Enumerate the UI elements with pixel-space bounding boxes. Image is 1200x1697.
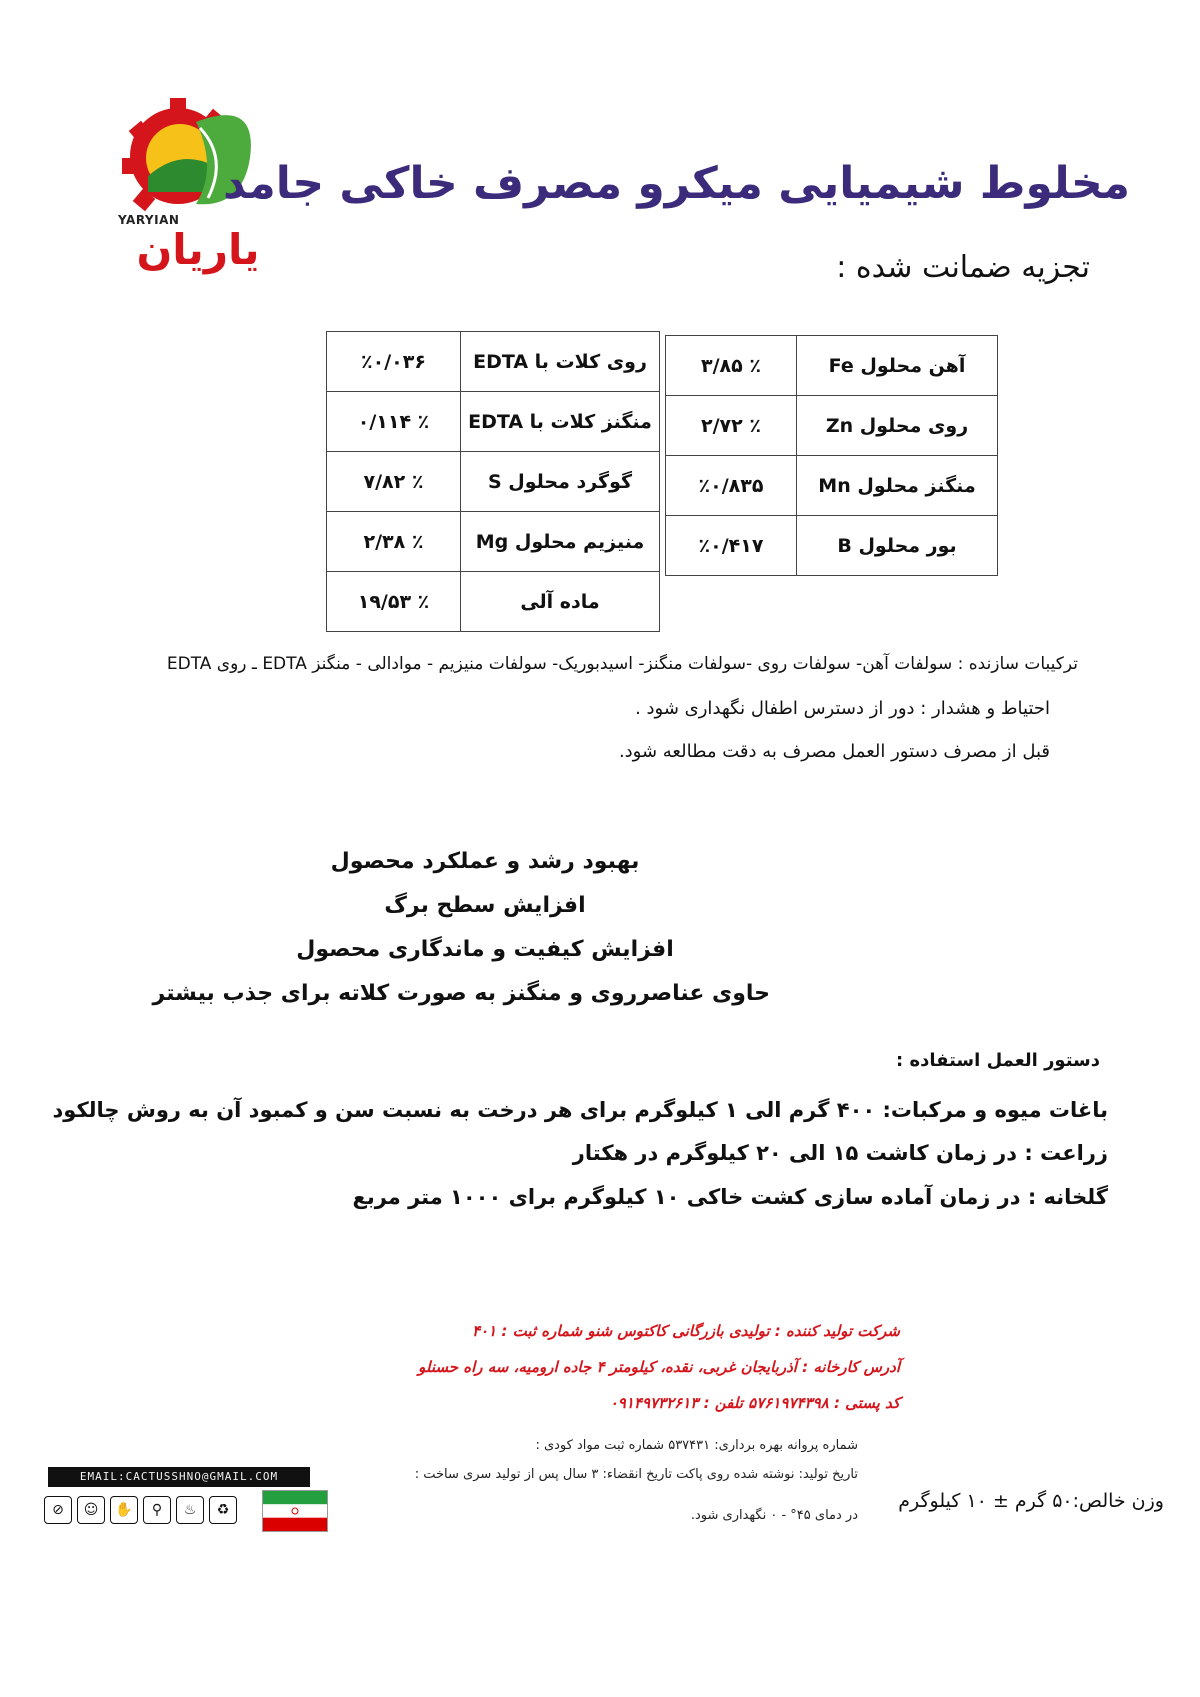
license-number: شماره پروانه بهره برداری: ۵۳۷۴۳۱ شماره ثبت مواد کودی : <box>535 1438 858 1453</box>
logo-persian-text: یاریان <box>136 225 260 274</box>
nutrient-value: ٪۰/۰۳۶ <box>327 332 461 392</box>
table-row <box>666 396 998 456</box>
company-name: شرکت تولید کننده : تولیدی بازرگانی کاکتوس شنو شماره ثبت : ۴۰۱ <box>471 1322 900 1340</box>
nutrient-value: ٪ ۷/۸۲ <box>327 452 461 512</box>
table-row <box>327 452 660 512</box>
benefit-item: افزایش سطح برگ <box>384 893 586 918</box>
trash-icon: ♻ <box>209 1496 237 1524</box>
table-row <box>666 456 998 516</box>
boots-icon: ⚲ <box>143 1496 171 1524</box>
wash-hands-icon: ♨ <box>176 1496 204 1524</box>
table-row <box>327 392 660 452</box>
logo-latin-text: YARYIAN <box>118 213 180 227</box>
usage-orchards: باغات میوه و مرکبات: ۴۰۰ گرم الی ۱ کیلوگرم برای هر درخت به نسبت سن و کمبود آن به روش چالکود <box>52 1098 1108 1122</box>
nutrient-name: آهن محلول Fe <box>797 336 998 396</box>
nutrient-value: ٪۰/۴۱۷ <box>666 516 797 576</box>
nutrient-name: گوگرد محلول S <box>461 452 660 512</box>
nutrient-name: منگنز محلول Mn <box>797 456 998 516</box>
nutrient-name: روی کلات با EDTA <box>461 332 660 392</box>
page-title: مخلوط شیمیایی میکرو مصرف خاکی جامد <box>223 158 1130 209</box>
no-eating-icon: ⊘ <box>44 1496 72 1524</box>
table-row <box>327 512 660 572</box>
company-address: آدرس کارخانه : آذربایجان غربی، نقده، کیلومتر ۴ جاده ارومیه، سه راه حسنلو <box>418 1358 900 1376</box>
nutrient-value: ٪۰/۸۳۵ <box>666 456 797 516</box>
iran-flag-icon <box>262 1490 328 1532</box>
composition-text: ترکیبات سازنده : سولفات آهن- سولفات روی -سولفات منگنز- اسیدبوریک- سولفات منیزیم - موادالی - منگنز EDTA ـ روی EDTA <box>166 654 1078 674</box>
nutrient-name: ماده آلی <box>461 572 660 632</box>
nutrient-name: منگنز کلات با EDTA <box>461 392 660 452</box>
analysis-table-left <box>326 331 660 632</box>
usage-heading: دستور العمل استفاده : <box>896 1050 1100 1071</box>
nutrient-value: ٪ ۲/۷۲ <box>666 396 797 456</box>
analysis-table-right <box>665 335 998 576</box>
email-banner: EMAIL:CACTUSSHNO@GMAIL.COM <box>48 1467 310 1487</box>
table-row <box>666 336 998 396</box>
nutrient-value: ٪ ۲/۳۸ <box>327 512 461 572</box>
production-dates: تاریخ تولید: نوشته شده روی پاکت تاریخ انقضاء: ۳ سال پس از تولید سری ساخت : <box>414 1467 858 1482</box>
guaranteed-analysis-heading: تجزیه ضمانت شده : <box>836 250 1090 285</box>
usage-notice-text: قبل از مصرف دستور العمل مصرف به دقت مطالعه شود. <box>618 741 1050 762</box>
nutrient-value: ٪ ۱۹/۵۳ <box>327 572 461 632</box>
storage-temperature: در دمای ۴۵° - ۰ نگهداری شود. <box>690 1508 858 1523</box>
table-row <box>327 572 660 632</box>
company-contact: کد پستی : ۵۷۶۱۹۷۴۳۹۸ تلفن : ۰۹۱۴۹۷۳۲۶۱۳ <box>609 1394 900 1412</box>
benefit-item: بهبود رشد و عملکرد محصول <box>330 849 640 874</box>
table-row <box>666 516 998 576</box>
nutrient-name: منیزیم محلول Mg <box>461 512 660 572</box>
nutrient-name: روی محلول Zn <box>797 396 998 456</box>
face-mask-icon: ☺ <box>77 1496 105 1524</box>
nutrient-value: ٪ ۰/۱۱۴ <box>327 392 461 452</box>
table-row <box>327 332 660 392</box>
gloves-icon: ✋ <box>110 1496 138 1524</box>
net-weight: وزن خالص:۵۰ گرم ± ۱۰ کیلوگرم <box>898 1490 1164 1512</box>
caution-text: احتیاط و هشدار : دور از دسترس اطفال نگهداری شود . <box>635 698 1050 719</box>
usage-farming: زراعت : در زمان کاشت ۱۵ الی ۲۰ کیلوگرم در هکتار <box>572 1141 1108 1165</box>
benefits-list <box>152 840 770 1016</box>
nutrient-name: بور محلول B <box>797 516 998 576</box>
safety-icons <box>44 1496 237 1524</box>
benefit-item: حاوی عناصرروی و منگنز به صورت کلاته برای جذب بیشتر <box>152 981 770 1006</box>
benefit-item: افزایش کیفیت و ماندگاری محصول <box>296 937 674 962</box>
nutrient-value: ٪ ۳/۸۵ <box>666 336 797 396</box>
usage-greenhouse: گلخانه : در زمان آماده سازی کشت خاکی ۱۰ کیلوگرم برای ۱۰۰۰ متر مربع <box>352 1185 1108 1209</box>
